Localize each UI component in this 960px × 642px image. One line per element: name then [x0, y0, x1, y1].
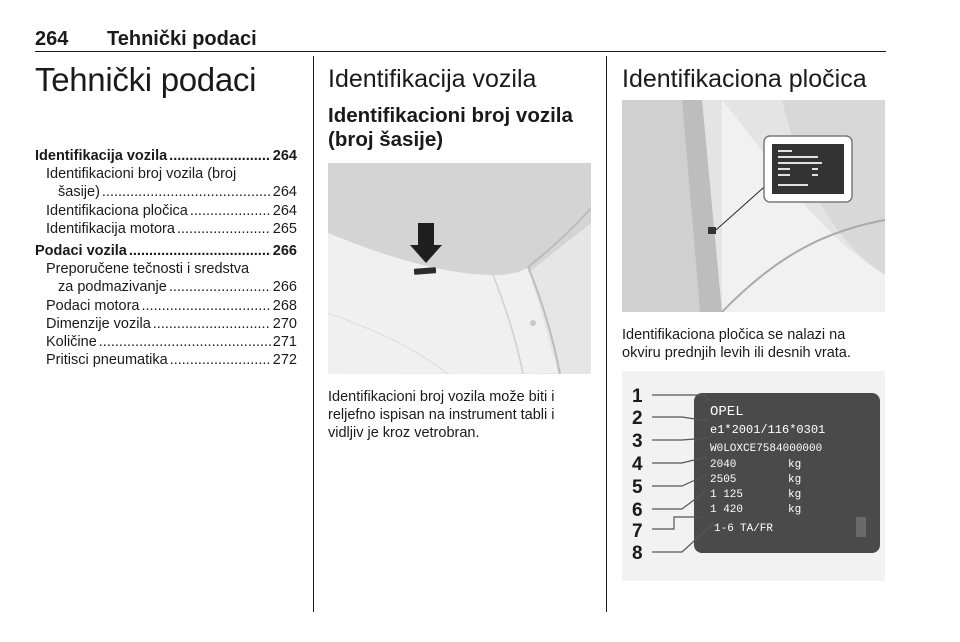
door-frame-illustration	[622, 100, 885, 312]
plate-callout-6: 6	[632, 500, 643, 521]
toc-link-identifikaciona-plocica[interactable]: Identifikaciona pločica ..... 264	[35, 202, 297, 220]
plate-line-weight-4: 1 420	[710, 504, 744, 516]
toc-column	[35, 60, 297, 369]
plate-line-weight-2: 2505	[710, 474, 737, 486]
plate-line-approval: e1*2001/116*0301	[710, 423, 826, 437]
toc-link-dimenzije[interactable]: Dimenzije vozila ..... 270	[35, 315, 297, 333]
body-text: Identifikacioni broj vozila može biti i reljefno ispisan na instrument tabli i vidljiv je kroz vetrobran.	[328, 389, 555, 441]
toc-link-pritisci[interactable]: Pritisci pneumatika ..... 272	[35, 351, 297, 369]
plate-callout-1: 1	[632, 386, 643, 407]
table-of-contents	[35, 147, 297, 369]
plate-unit: kg	[788, 489, 802, 501]
plate-callout-5: 5	[632, 477, 643, 498]
toc-entry-line: Preporučene tečnosti i sredstva	[46, 261, 250, 278]
toc-link-kolicine[interactable]: Količine ..... 271	[35, 333, 297, 351]
toc-link-vin[interactable]: šasije) ..... 264	[35, 183, 297, 201]
plate-line-weight-1: 2040	[710, 459, 737, 471]
toc-link-identifikacija-vozila[interactable]: Identifikacija vozila ..... 264	[35, 147, 297, 165]
plate-line-make: OPEL	[710, 404, 744, 420]
plate-callout-4: 4	[632, 454, 643, 475]
plate-unit: kg	[788, 504, 802, 516]
column-divider-2	[606, 56, 607, 612]
toc-link-identifikacija-motora[interactable]: Identifikacija motora ..... 265	[35, 220, 297, 238]
plate-line-vin: W0LOXCE7584000000	[710, 443, 823, 455]
id-plate-column	[622, 64, 884, 361]
plate-callout-7: 7	[632, 521, 643, 542]
toc-entry-line: Identifikacioni broj vozila (broj	[46, 166, 237, 183]
body-text: Identifikaciona pločica se nalazi na okviru prednjih levih ili desnih vrata.	[622, 327, 851, 361]
section-title: Identifikaciona pločica	[622, 65, 867, 93]
toc-link-podaci-motora[interactable]: Podaci motora ..... 268	[35, 297, 297, 315]
plate-unit: kg	[788, 474, 802, 486]
id-plate-diagram	[622, 371, 885, 581]
plate-callout-3: 3	[632, 431, 643, 452]
column-divider-1	[313, 56, 314, 612]
header-rule	[35, 51, 886, 52]
running-title: Tehnički podaci	[107, 28, 257, 50]
chapter-title: Tehnički podaci	[35, 61, 257, 98]
plate-bottom-code: TA/FR	[740, 523, 774, 535]
windshield-vin-illustration	[328, 163, 591, 374]
plate-bottom-left: 1-6	[714, 523, 734, 535]
section-title: Identifikacija vozila	[328, 65, 537, 93]
plate-unit: kg	[788, 459, 802, 471]
plate-line-weight-3: 1 125	[710, 489, 744, 501]
toc-link-tecnosti[interactable]: za podmazivanje ..... 266	[35, 278, 297, 296]
plate-callout-8: 8	[632, 543, 643, 564]
toc-link-podaci-vozila[interactable]: Podaci vozila ..... 266	[35, 242, 297, 260]
page-number: 264	[35, 28, 69, 50]
plate-callout-2: 2	[632, 408, 643, 429]
vin-column	[328, 64, 591, 441]
subsection-title: Identifikacioni broj vozila (broj šasije)	[328, 104, 573, 151]
